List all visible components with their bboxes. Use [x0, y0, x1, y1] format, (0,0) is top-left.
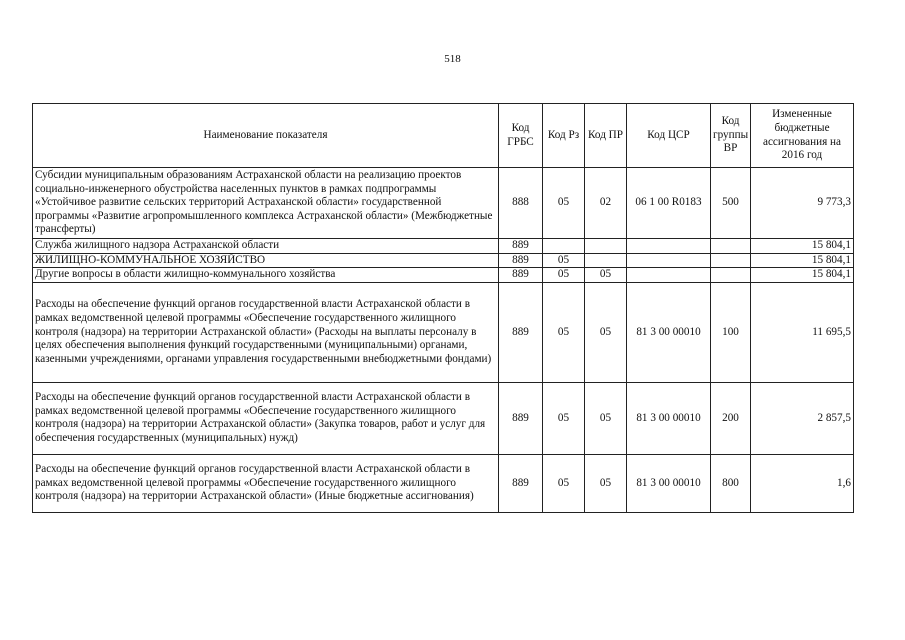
- row-amount: 9 773,3: [751, 168, 854, 239]
- row-pr: 05: [585, 282, 627, 382]
- header-rz: Код Рз: [543, 104, 585, 168]
- row-vr: [711, 268, 751, 283]
- row-grbs: 889: [499, 282, 543, 382]
- row-amount: 15 804,1: [751, 253, 854, 268]
- row-amount: 15 804,1: [751, 268, 854, 283]
- header-pr: Код ПР: [585, 104, 627, 168]
- row-pr: 05: [585, 268, 627, 283]
- row-rz: [543, 239, 585, 254]
- row-rz: 05: [543, 454, 585, 512]
- row-amount: 2 857,5: [751, 382, 854, 454]
- header-amount: Измененные бюджетные ассигнования на 2016 год: [751, 104, 854, 168]
- row-csr: [627, 268, 711, 283]
- row-csr: [627, 239, 711, 254]
- row-grbs: 889: [499, 382, 543, 454]
- row-rz: 05: [543, 282, 585, 382]
- row-amount: 1,6: [751, 454, 854, 512]
- row-name: Служба жилищного надзора Астраханской области: [33, 239, 499, 254]
- row-rz: 05: [543, 268, 585, 283]
- table-row: [33, 282, 854, 382]
- row-vr: 200: [711, 382, 751, 454]
- row-name: Расходы на обеспечение функций органов государственной власти Астраханской области в рамках ведомственной целевой программы «Обеспечение государственного жилищного контроля (надзора) на территории Астраханской области» (Закупка товаров, работ и услуг для обеспечения государственных (муниципальных) нужд): [33, 382, 499, 454]
- table-row: [33, 268, 854, 283]
- row-name: Расходы на обеспечение функций органов государственной власти Астраханской области в рамках ведомственной целевой программы «Обеспечение государственного жилищного контроля (надзора) на территории Астраханской области» (Расходы на выплаты персоналу в целях обеспечения выполнения функций государственными (муниципальными) органами, казенными учреждениями, органами управления государственными внебюджетными фондами): [33, 282, 499, 382]
- row-amount: 11 695,5: [751, 282, 854, 382]
- row-vr: 500: [711, 168, 751, 239]
- row-name: Субсидии муниципальным образованиям Астраханской области на реализацию проектов социально-инженерного обустройства населенных пунктов в рамках подпрограммы «Устойчивое развитие сельских территорий Астраханской области» государственной программы «Развитие агропромышленного комплекса Астраханской области» (Межбюджетные трансферты): [33, 168, 499, 239]
- table-row: [33, 239, 854, 254]
- table-row: [33, 253, 854, 268]
- table-row: [33, 382, 854, 454]
- table-header-row: [33, 104, 854, 168]
- row-grbs: 889: [499, 268, 543, 283]
- row-grbs: 889: [499, 454, 543, 512]
- row-pr: 02: [585, 168, 627, 239]
- row-grbs: 889: [499, 253, 543, 268]
- row-vr: 800: [711, 454, 751, 512]
- row-vr: [711, 253, 751, 268]
- row-rz: 05: [543, 253, 585, 268]
- header-grbs: Код ГРБС: [499, 104, 543, 168]
- row-grbs: 888: [499, 168, 543, 239]
- row-csr: 81 3 00 00010: [627, 382, 711, 454]
- row-pr: [585, 239, 627, 254]
- row-vr: [711, 239, 751, 254]
- row-grbs: 889: [499, 239, 543, 254]
- header-vr: Код группы ВР: [711, 104, 751, 168]
- row-name: Другие вопросы в области жилищно-коммунального хозяйства: [33, 268, 499, 283]
- header-name: Наименование показателя: [33, 104, 499, 168]
- row-rz: 05: [543, 382, 585, 454]
- row-csr: 81 3 00 00010: [627, 454, 711, 512]
- row-pr: 05: [585, 382, 627, 454]
- row-pr: [585, 253, 627, 268]
- row-csr: 81 3 00 00010: [627, 282, 711, 382]
- row-csr: 06 1 00 R0183: [627, 168, 711, 239]
- table-row: [33, 454, 854, 512]
- row-vr: 100: [711, 282, 751, 382]
- header-csr: Код ЦСР: [627, 104, 711, 168]
- row-pr: 05: [585, 454, 627, 512]
- budget-table: [32, 103, 854, 513]
- row-name: Расходы на обеспечение функций органов государственной власти Астраханской области в рамках ведомственной целевой программы «Обеспечение государственного жилищного контроля (надзора) на территории Астраханской области» (Иные бюджетные ассигнования): [33, 454, 499, 512]
- row-name: ЖИЛИЩНО-КОММУНАЛЬНОЕ ХОЗЯЙСТВО: [33, 253, 499, 268]
- row-csr: [627, 253, 711, 268]
- row-rz: 05: [543, 168, 585, 239]
- table-row: [33, 168, 854, 239]
- page-number: 518: [444, 53, 461, 65]
- row-amount: 15 804,1: [751, 239, 854, 254]
